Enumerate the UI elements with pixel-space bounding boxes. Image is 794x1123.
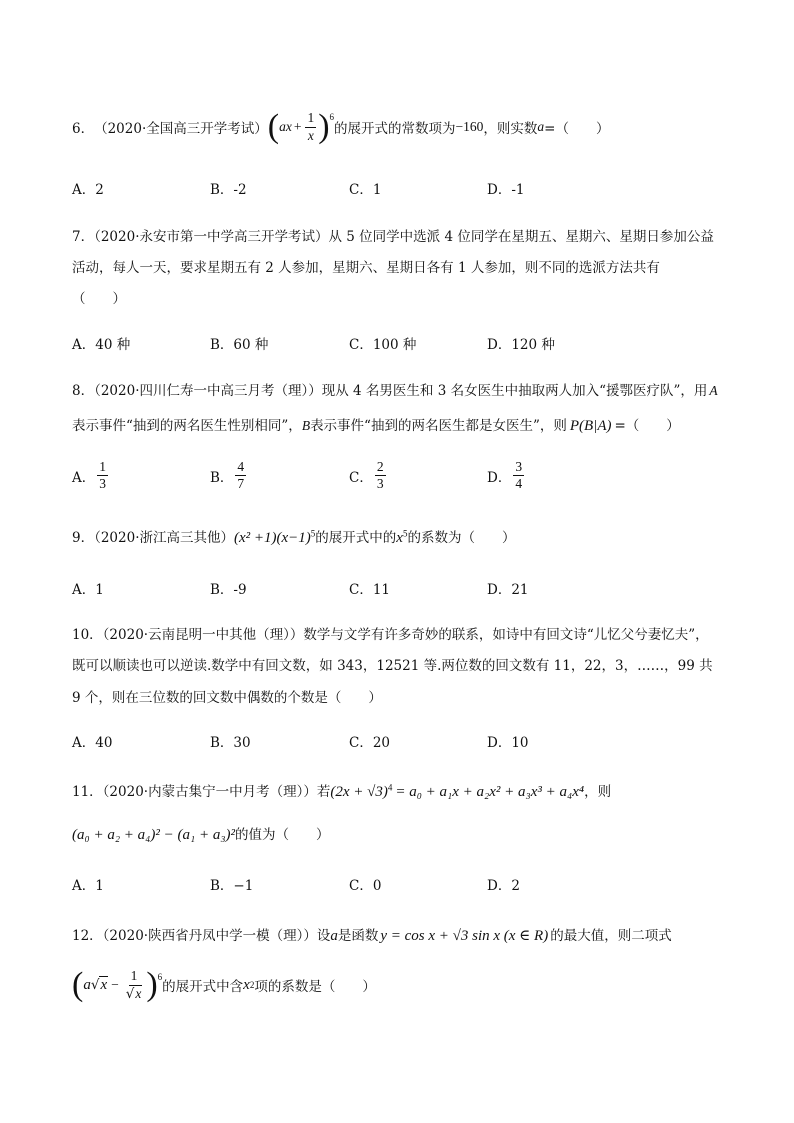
q9-stem: 9．（2020·浙江高三其他）$(x^2 +1)(x-1)^5$的展开式中的$x^5$的系数为（ ）: [72, 528, 516, 546]
q9-option-b[interactable]: B．-9: [210, 582, 247, 598]
q7-option-c[interactable]: C．100 种: [349, 337, 417, 353]
q6-option-c[interactable]: C．1: [349, 182, 382, 198]
q12-binomial: ( a √ x − $\frac{1}{√x}$ ) $^6$: [72, 966, 163, 1003]
q7-line-2: 活动，每人一天，要求星期五有 2 人参加，星期六、星期日各有 1 人参加，则不同的选派方法共有: [72, 260, 660, 276]
q6-expression: ( a x + $\frac{1}{x}$ ) $^6$: [267, 108, 335, 145]
q12-line-2: ( a √ x − $\frac{1}{√x}$ ) $^6$ 的展开式中含 x 2 项的系数是（ ）: [72, 966, 376, 1003]
q8-option-c[interactable]: C． $\frac{2}{3}$: [349, 459, 384, 492]
q6-option-b[interactable]: B．-2: [210, 182, 247, 198]
q10-option-d[interactable]: D．10: [487, 735, 529, 751]
q8-option-a[interactable]: A． $\frac{1}{3}$: [72, 459, 106, 492]
q9-option-d[interactable]: D．21: [487, 582, 529, 598]
q7-option-a[interactable]: A．40 种: [72, 337, 131, 353]
q11-line-1: 11．（2020·内蒙古集宁一中月考（理））若$(2x + √3)^4 = a_0 + a_1x + a_2x^2 + a_3x^3 + a_4x^4$，则: [72, 782, 612, 800]
q6-stem: 6． （2020·全国高三开学考试） ( a x + $\frac{1}{x}$ ) $^6$ 的展开式的常数项为 −160 ，则实数 a =（ ）: [72, 108, 610, 145]
q6-option-d[interactable]: D．-1: [487, 182, 525, 198]
q8-option-d[interactable]: D． $\frac{3}{4}$: [487, 459, 523, 492]
q9-option-c[interactable]: C．11: [349, 582, 391, 598]
q11-option-a[interactable]: A．1: [72, 878, 104, 894]
q10-option-c[interactable]: C．20: [349, 735, 391, 751]
q6-number: 6．: [72, 121, 95, 137]
q10-line-2: 既可以顺读也可以逆读.数学中有回文数，如 343，12521 等.两位数的回文数有 11，22，3，……，99 共: [72, 658, 713, 674]
q10-line-1: 10．（2020·云南昆明一中其他（理））数学与文学有许多奇妙的联系，如诗中有回文诗“儿忆父兮妻忆夫”，: [72, 627, 709, 643]
q7-option-d[interactable]: D．120 种: [487, 337, 555, 353]
q8-option-b[interactable]: B． $\frac{4}{7}$: [210, 459, 245, 492]
q11-option-b[interactable]: B．−1: [210, 878, 254, 894]
q8-line-1: 8．（2020·四川仁寿一中高三月考（理））现从 4 名男医生和 3 名女医生中抽取两人加入“援鄂医疗队”，用 A: [72, 383, 718, 399]
q6-source: （2020·全国高三开学考试）: [94, 121, 268, 137]
q7-line-1: 7．（2020·永安市第一中学高三开学考试）从 5 位同学中选派 4 位同学在星期五、星期六、星期日参加公益: [72, 229, 714, 245]
q7-line-3: （ ）: [72, 291, 126, 307]
q11-option-d[interactable]: D．2: [487, 878, 520, 894]
q10-line-3: 9 个，则在三位数的回文数中偶数的个数是（ ）: [72, 690, 382, 706]
q6-option-a[interactable]: A．2: [72, 182, 104, 198]
q11-option-c[interactable]: C．0: [349, 878, 382, 894]
q9-option-a[interactable]: A．1: [72, 582, 104, 598]
q7-option-b[interactable]: B．60 种: [210, 337, 269, 353]
q8-line-2: 表示事件“抽到的两名医生性别相同”，B表示事件“抽到的两名医生都是女医生”，则 P(B|A) =（ ）: [72, 418, 680, 434]
q10-option-b[interactable]: B．30: [210, 735, 251, 751]
q12-line-1: 12．（2020·陕西省丹凤中学一模（理））设a是函数 y = cos x + √3 sin x (x ∈ R) 的最大值，则二项式: [72, 928, 672, 944]
q10-option-a[interactable]: A．40: [72, 735, 113, 751]
q11-line-2: (a₀ + a₂ + a₄)² − (a₁ + a₃)²的值为（ ）: [72, 827, 330, 843]
